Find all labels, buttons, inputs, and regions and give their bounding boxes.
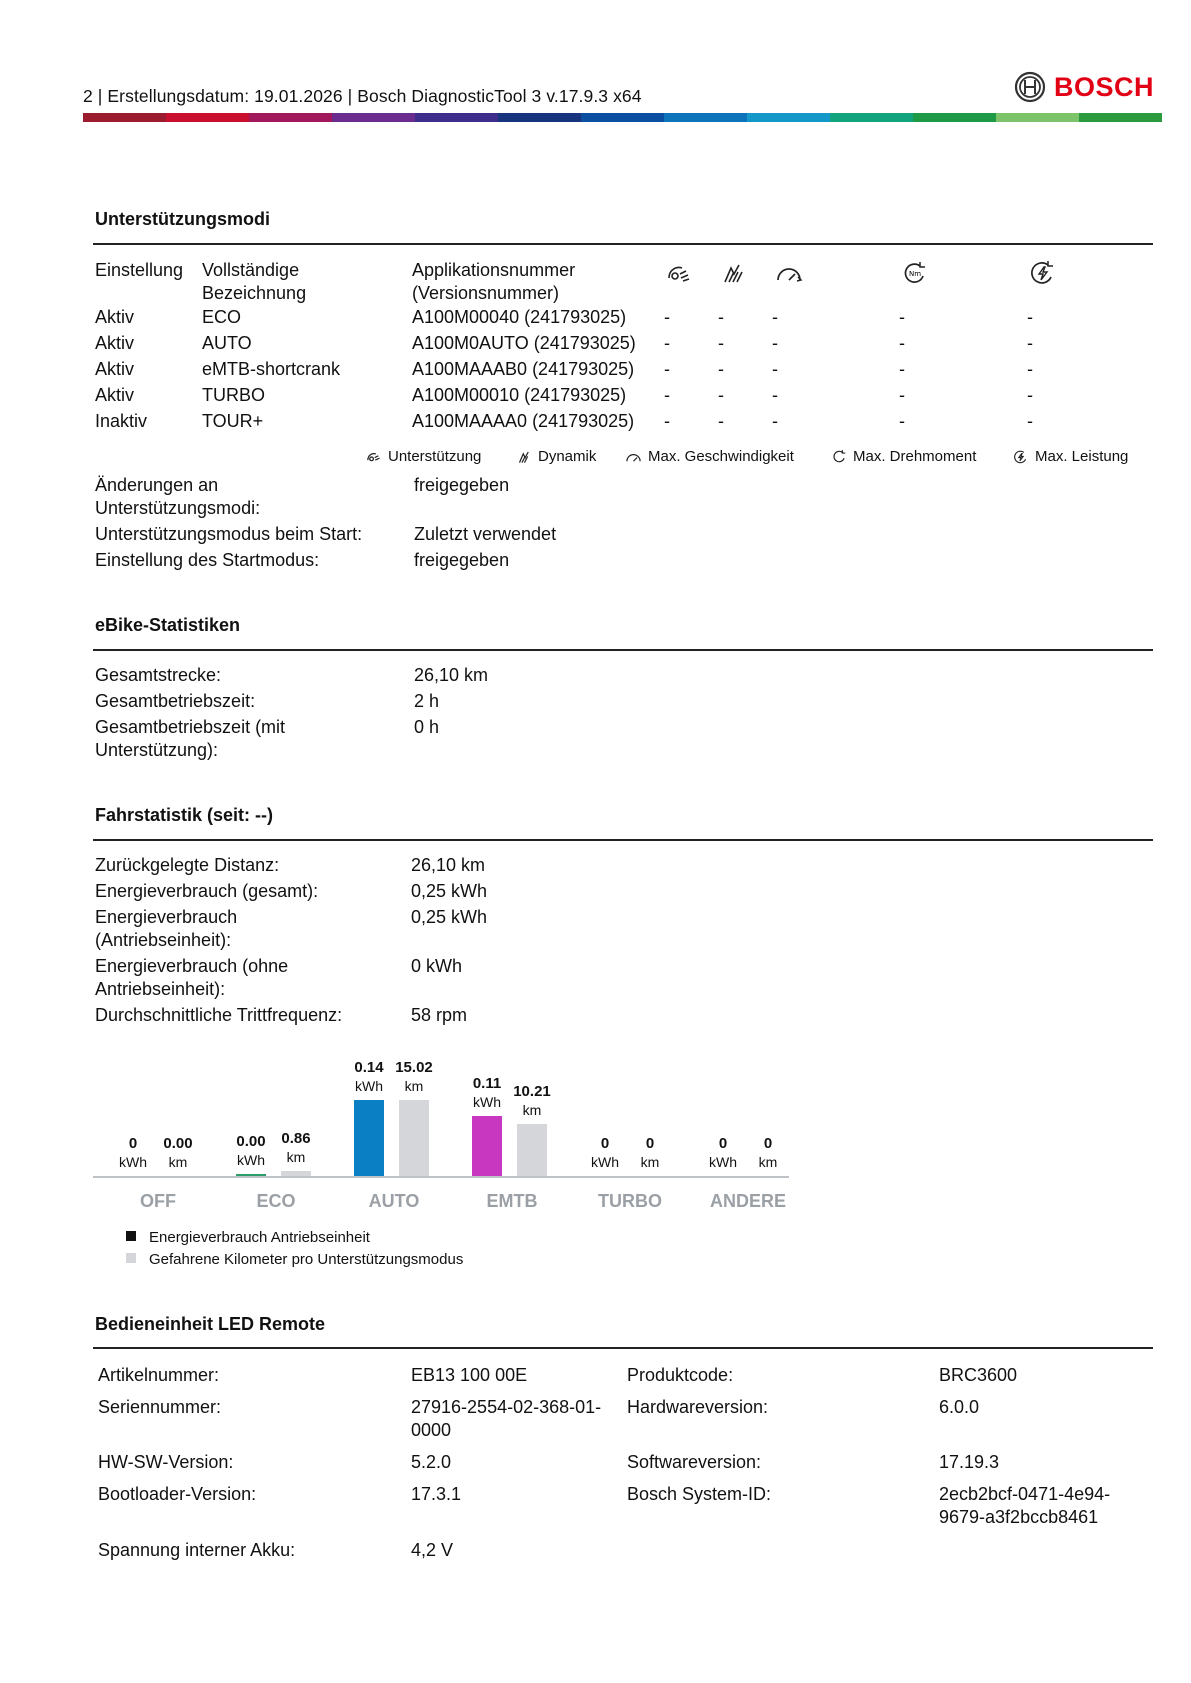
mode-v4: - <box>899 333 905 353</box>
ride-value: 0,25 kWh <box>411 907 488 927</box>
brand-color-bar <box>83 113 1162 122</box>
setting-label: Einstellung des Startmodus: <box>95 550 320 570</box>
bosch-logo <box>1014 70 1154 104</box>
remote-label: Bootloader-Version: <box>98 1484 257 1504</box>
legend-label: Max. Geschwindigkeit <box>648 448 794 465</box>
setting-value: freigegeben <box>414 475 510 495</box>
ride-value: 58 rpm <box>411 1005 468 1025</box>
bar-energy-emtb <box>472 1116 502 1176</box>
category-emtb: EMTB <box>486 1191 538 1211</box>
divider <box>93 649 1153 651</box>
col-name-1: Vollständige <box>202 260 300 280</box>
mode-v2: - <box>718 385 724 405</box>
mode-v5: - <box>1027 385 1033 405</box>
setting-value: freigegeben <box>414 550 510 570</box>
remote-label: HW-SW-Version: <box>98 1452 234 1472</box>
section-title-modes: Unterstützungsmodi <box>95 209 270 229</box>
support-icon <box>666 262 692 284</box>
divider <box>93 243 1153 245</box>
section-title-ebike-stats: eBike-Statistiken <box>95 615 241 635</box>
mode-v4: - <box>899 359 905 379</box>
page-header: 2 | Erstellungsdatum: 19.01.2026 | Bosch DiagnosticTool 3 v.17.9.3 x64 <box>83 86 642 106</box>
mode-v5: - <box>1027 333 1033 353</box>
mode-v2: - <box>718 411 724 431</box>
mode-v3: - <box>772 307 778 327</box>
legend-label: Unterstützung <box>388 448 482 465</box>
legend-dynamics <box>517 448 596 465</box>
mode-app: A100M00010 (241793025) <box>412 385 627 405</box>
mode-v3: - <box>772 333 778 353</box>
legend-distance: Gefahrene Kilometer pro Unterstützungsmodus <box>149 1251 464 1268</box>
label-distance-eco: 0.86 km <box>281 1130 311 1165</box>
category-eco: ECO <box>256 1191 296 1211</box>
legend-label: Max. Leistung <box>1035 448 1129 465</box>
label-energy-off: 0 kWh <box>119 1135 147 1170</box>
mode-setting: Aktiv <box>95 307 135 327</box>
mode-setting: Inaktiv <box>95 411 148 431</box>
max-torque-icon <box>832 449 847 464</box>
remote-label: Seriennummer: <box>98 1397 222 1417</box>
category-off: OFF <box>140 1191 176 1211</box>
ride-label: Durchschnittliche Trittfrequenz: <box>95 1005 343 1025</box>
mode-v1: - <box>664 307 670 327</box>
remote-value: BRC3600 <box>939 1365 1018 1385</box>
dynamics-icon <box>721 262 745 284</box>
mode-name: TURBO <box>202 385 265 405</box>
mode-name: eMTB-shortcrank <box>202 359 341 379</box>
remote-value: 4,2 V <box>411 1540 454 1560</box>
mode-app: A100MAAAB0 (241793025) <box>412 359 635 379</box>
mode-v3: - <box>772 385 778 405</box>
remote-value: 0000 <box>411 1420 452 1440</box>
stat-value: 0 h <box>414 717 440 737</box>
mode-name: ECO <box>202 307 242 327</box>
remote-label: Softwareversion: <box>627 1452 762 1472</box>
remote-value: 6.0.0 <box>939 1397 980 1417</box>
label-energy-turbo: 0 kWh <box>591 1135 619 1170</box>
stat-label: Gesamtbetriebszeit (mit <box>95 717 286 737</box>
max-torque-icon <box>902 260 928 286</box>
mode-v4: - <box>899 385 905 405</box>
ride-label: Energieverbrauch <box>95 907 238 927</box>
stat-label: Gesamtstrecke: <box>95 665 222 685</box>
max-power-icon <box>1013 449 1029 465</box>
remote-label: Spannung interner Akku: <box>98 1540 296 1560</box>
mode-v1: - <box>664 411 670 431</box>
brand-name: BOSCH <box>1054 71 1155 102</box>
chart-baseline <box>93 1176 789 1178</box>
mode-v3: - <box>772 359 778 379</box>
ride-value: 26,10 km <box>411 855 486 875</box>
label-energy-eco: 0.00 kWh <box>236 1133 266 1168</box>
mode-name: TOUR+ <box>202 411 264 431</box>
label-distance-turbo: 0 km <box>640 1135 660 1170</box>
label-energy-auto: 0.14 kWh <box>354 1059 384 1094</box>
stat-value: 2 h <box>414 691 440 711</box>
support-icon <box>366 450 382 464</box>
legend-swatch-energy <box>126 1231 136 1241</box>
legend-label: Max. Drehmoment <box>853 448 977 465</box>
legend-max-power <box>1013 448 1128 465</box>
mode-v1: - <box>664 333 670 353</box>
mode-v4: - <box>899 307 905 327</box>
legend-energy: Energieverbrauch Antriebseinheit <box>149 1229 370 1246</box>
remote-label: Artikelnummer: <box>98 1365 220 1385</box>
label-distance-off: 0.00 km <box>163 1135 193 1170</box>
mode-app: A100MAAAA0 (241793025) <box>412 411 635 431</box>
bar-energy-auto <box>354 1100 384 1176</box>
col-app-2: (Versionsnummer) <box>412 283 560 303</box>
bosch-armature-icon <box>1014 71 1046 103</box>
mode-setting: Aktiv <box>95 333 135 353</box>
remote-value: 2ecb2bcf-0471-4e94- <box>939 1484 1111 1504</box>
max-speed-icon <box>625 451 642 463</box>
stat-label: Unterstützung): <box>95 740 219 760</box>
label-distance-andere: 0 km <box>758 1135 778 1170</box>
setting-label: Unterstützungsmodus beim Start: <box>95 524 363 544</box>
mode-v5: - <box>1027 359 1033 379</box>
ride-value: 0,25 kWh <box>411 881 488 901</box>
divider <box>93 839 1153 841</box>
mode-v5: - <box>1027 307 1033 327</box>
legend-swatch-distance <box>126 1253 136 1263</box>
ride-label: (Antriebseinheit): <box>95 930 232 950</box>
mode-v4: - <box>899 411 905 431</box>
mode-app: A100M0AUTO (241793025) <box>412 333 636 353</box>
remote-label: Hardwareversion: <box>627 1397 769 1417</box>
remote-value: EB13 100 00E <box>411 1365 528 1385</box>
remote-value: 27916-2554-02-368-01- <box>411 1397 602 1417</box>
mode-setting: Aktiv <box>95 359 135 379</box>
svg-text:Nm: Nm <box>908 270 922 278</box>
max-power-icon <box>1029 259 1057 287</box>
remote-value: 17.3.1 <box>411 1484 462 1504</box>
col-name-2: Bezeichnung <box>202 283 307 303</box>
mode-v3: - <box>772 411 778 431</box>
ride-label: Zurückgelegte Distanz: <box>95 855 280 875</box>
divider <box>93 1347 1153 1349</box>
mode-v2: - <box>718 307 724 327</box>
mode-app: A100M00040 (241793025) <box>412 307 627 327</box>
setting-label: Unterstützungsmodi: <box>95 498 261 518</box>
ride-value: 0 kWh <box>411 956 463 976</box>
mode-v5: - <box>1027 411 1033 431</box>
legend-max-torque <box>832 448 976 465</box>
label-distance-emtb: 10.21 km <box>513 1083 551 1119</box>
setting-label: Änderungen an <box>95 475 219 495</box>
col-setting: Einstellung <box>95 260 184 280</box>
ride-label: Energieverbrauch (ohne <box>95 956 289 976</box>
mode-v1: - <box>664 385 670 405</box>
mode-v2: - <box>718 359 724 379</box>
bar-distance-auto <box>399 1100 429 1176</box>
stat-label: Gesamtbetriebszeit: <box>95 691 256 711</box>
label-energy-andere: 0 kWh <box>709 1135 737 1170</box>
remote-label: Bosch System-ID: <box>627 1484 772 1504</box>
label-energy-emtb: 0.11 kWh <box>472 1075 502 1111</box>
remote-value: 5.2.0 <box>411 1452 452 1472</box>
col-app-1: Applikationsnummer <box>412 260 576 280</box>
legend-label: Dynamik <box>538 448 597 465</box>
section-title-ride-stats: Fahrstatistik (seit: --) <box>95 805 274 825</box>
ride-label: Antriebseinheit): <box>95 979 226 999</box>
legend-max-speed <box>625 448 794 465</box>
section-title-remote: Bedieneinheit LED Remote <box>95 1314 326 1334</box>
setting-value: Zuletzt verwendet <box>414 524 557 544</box>
dynamics-icon <box>517 450 532 464</box>
label-distance-auto: 15.02 km <box>395 1059 433 1094</box>
category-turbo: TURBO <box>598 1191 662 1211</box>
category-auto: AUTO <box>368 1191 420 1211</box>
category-andere: ANDERE <box>709 1191 786 1211</box>
remote-value: 9679-a3f2bccb8461 <box>939 1507 1099 1527</box>
remote-label: Produktcode: <box>627 1365 734 1385</box>
ride-label: Energieverbrauch (gesamt): <box>95 881 319 901</box>
mode-v2: - <box>718 333 724 353</box>
stat-value: 26,10 km <box>414 665 489 685</box>
mode-name: AUTO <box>202 333 252 353</box>
remote-value: 17.19.3 <box>939 1452 1000 1472</box>
bar-distance-emtb <box>517 1124 547 1176</box>
mode-v1: - <box>664 359 670 379</box>
legend-support <box>366 448 481 465</box>
max-speed-icon <box>775 263 803 283</box>
mode-setting: Aktiv <box>95 385 135 405</box>
